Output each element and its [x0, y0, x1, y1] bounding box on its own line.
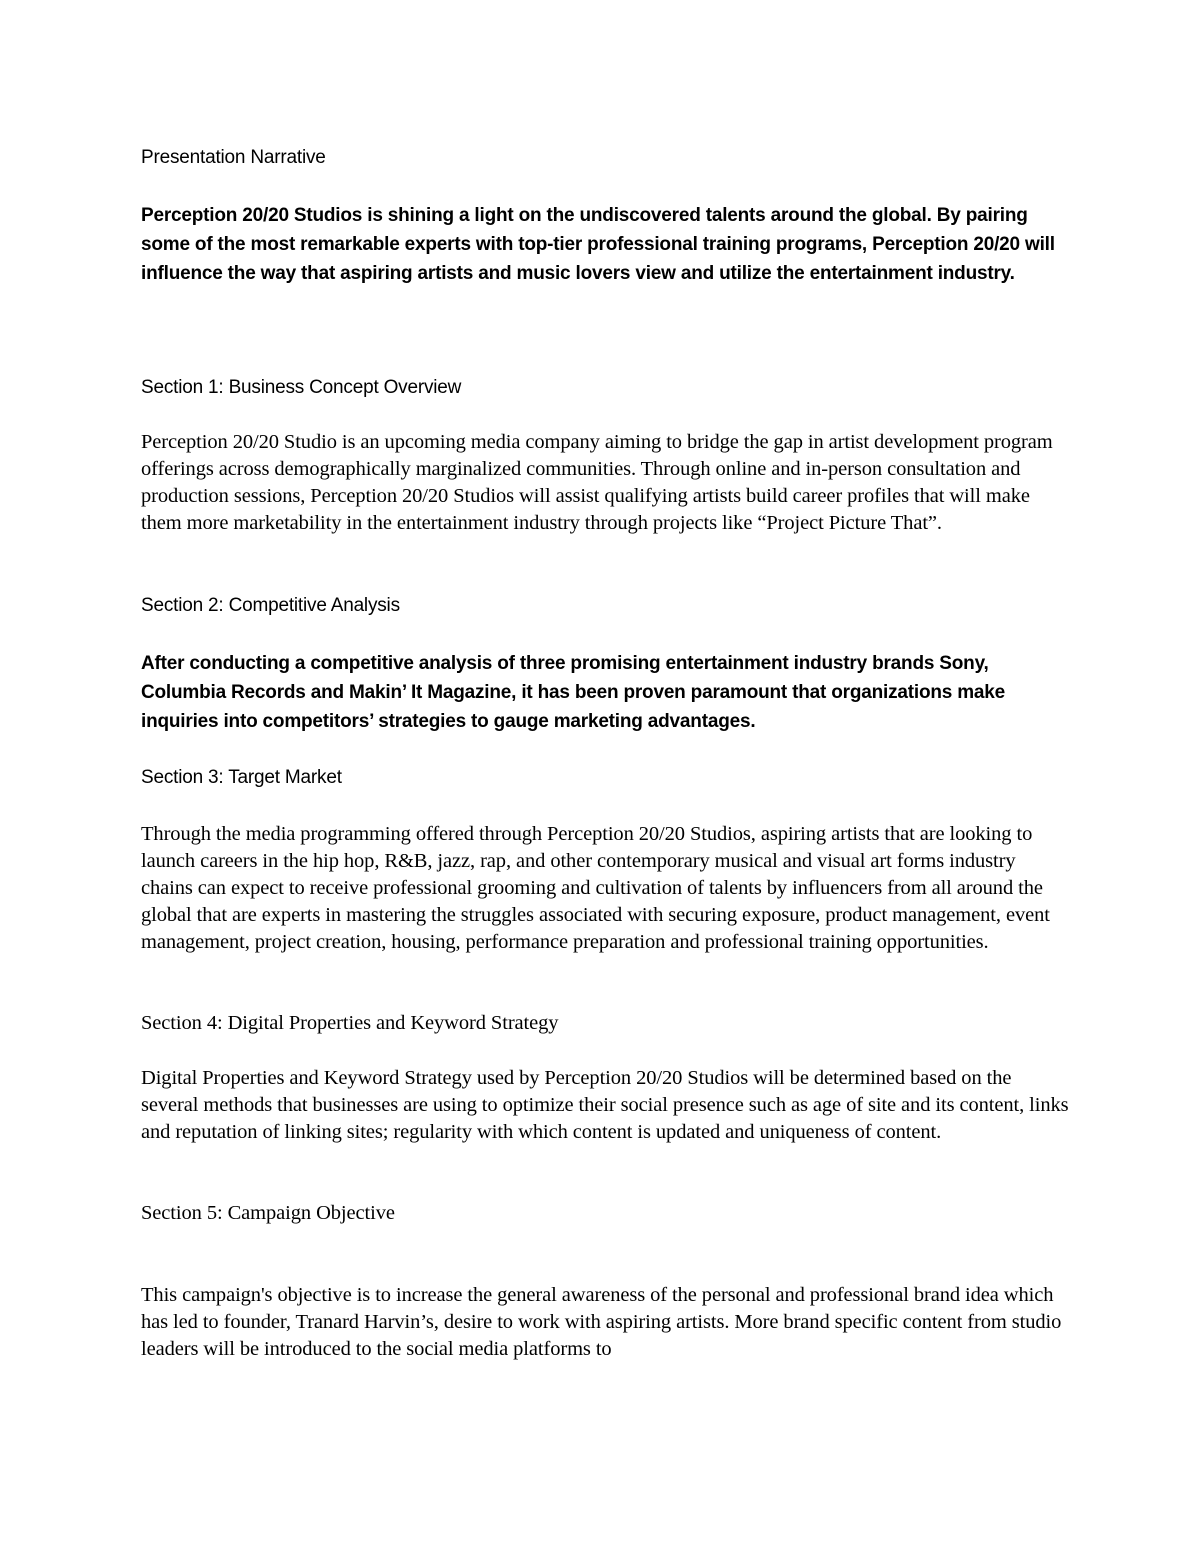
section-3-body: Through the media programming offered through Perception 20/20 Studios, aspiring artists that are looking to launch careers in the hip hop, R&B, jazz, rap, and other contemporary musical and visual art forms industry chains can expect to receive professional grooming and cultivation of talents by influencers from all around the global that are experts in mastering the struggles associated with securing exposure, product management, event management, project creation, housing, performance preparation and professional training opportunities.: [141, 823, 1050, 953]
section-3-heading: Section 3: Target Market: [141, 767, 342, 788]
section-5-body: This campaign's objective is to increase the general awareness of the personal and professional brand idea which has led to founder, Tranard Harvin’s, desire to work with aspiring artists. More brand specific content from studio leaders will be introduced to the social media platforms to: [141, 1284, 1062, 1360]
section-4-heading: Section 4: Digital Properties and Keyword Strategy: [141, 1012, 559, 1034]
section-1-heading: Section 1: Business Concept Overview: [141, 377, 462, 398]
document-title: Presentation Narrative: [141, 147, 326, 168]
section-5-heading: Section 5: Campaign Objective: [141, 1202, 395, 1224]
section-4-body: Digital Properties and Keyword Strategy used by Perception 20/20 Studios will be determined based on the several methods that businesses are using to optimize their social presence such as age of site and its content, links and reputation of linking sites; regularity with which content is updated and uniqueness of content.: [141, 1067, 1069, 1143]
section-2-heading: Section 2: Competitive Analysis: [141, 595, 400, 616]
section-2-body: After conducting a competitive analysis of three promising entertainment industry brands Sony, Columbia Records and Makin’ It Magazine, it has been proven paramount that organizations make inquiries into competitors’ strategies to gauge marketing advantages.: [141, 653, 1006, 732]
intro-paragraph: Perception 20/20 Studios is shining a light on the undiscovered talents around the global. By pairing some of the most remarkable experts with top-tier professional training programs, Perception 20/20 will influence the way that aspiring artists and music lovers view and utilize the entertainment industry.: [141, 205, 1055, 284]
section-1-body: Perception 20/20 Studio is an upcoming media company aiming to bridge the gap in artist development program offerings across demographically marginalized communities. Through online and in-person consultation and production sessions, Perception 20/20 Studios will assist qualifying artists build career profiles that will make them more marketability in the entertainment industry through projects like “Project Picture That”.: [141, 431, 1053, 534]
